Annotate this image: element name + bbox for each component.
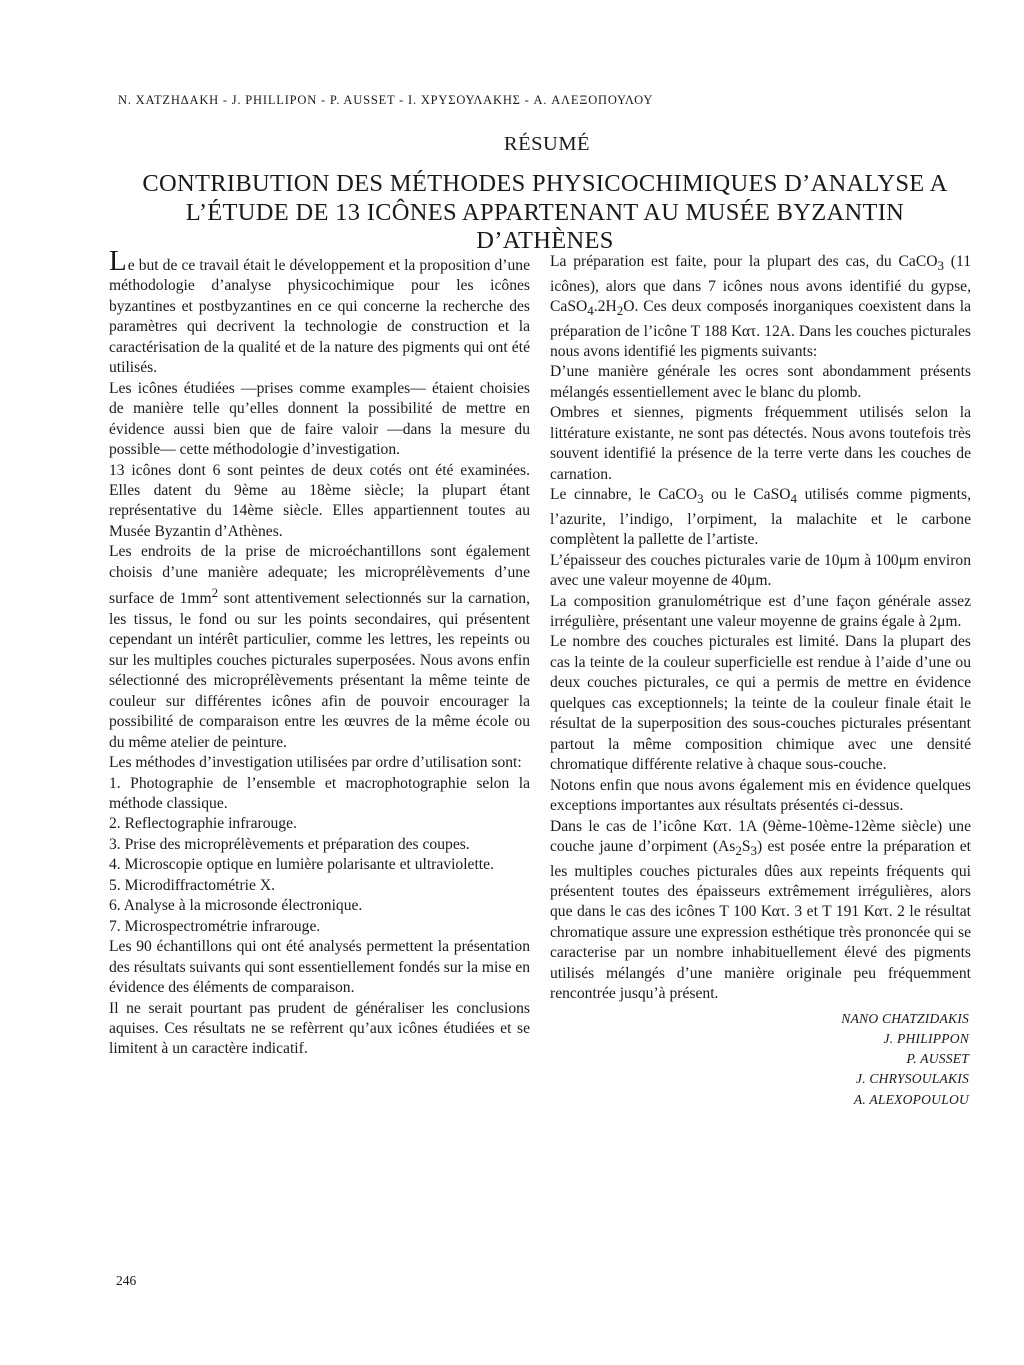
method-item: 2. Reflectographie infrarouge. [109,815,297,833]
author-name: P. AUSSET [906,1051,969,1067]
paragraph: 13 icônes dont 6 sont peintes de deux cotés ont été examinées. Elles datent du 9ème au 18ème siècle; la plupart étant représentative du 14ème siècle. Elles appartiennent toutes au Musée Byzantin d’Athènes. [109,461,530,540]
method-item: 7. Microspectrométrie infrarouge. [109,917,321,935]
paragraph: D’une manière générale les ocres sont abondamment présents mélangés essentiellement avec le blanc du plomb. [550,363,971,401]
paragraph: Il ne serait pourtant pas prudent de généraliser les conclusions aquises. Ces résultats ne se refèrrent qu’aux icônes étudiées et se limitent à un caractère indicatif. [109,999,530,1058]
author-name: A. ALEXOPOULOU [853,1091,969,1107]
method-item: 1. Photographie de l’ensemble et macrophotographie selon la méthode classique. [109,774,530,812]
paragraph: La préparation est faite, pour la plupart des cas, du CaCO$_3$ (11 icônes), alors que dans 7 icônes nous avons identifié du gypse, $CaSO_4.2H_2O$. Ces deux composés inorganiques coexistent dans la préparation de l’icône T 188 Κατ. 12A. Dans les couches picturales nous avons identifié les pigments suivants: [550,253,971,361]
title-line: L’ÉTUDE DE 13 ICÔNES APPARTENANT AU MUSÉE BYZANTIN [185,198,905,226]
section-label: RÉSUMÉ [503,133,591,155]
paragraph: Le nombre des couches picturales est limité. Dans la plupart des cas la teinte de la couleur superficielle est rendue à l’aide d’une ou deux couches picturales, ce qui a permis de mettre en évidence quelques cas exceptionnels; la teinte de la couleur finale était le résultat de la superposition des sous-couches picturales présentant partout la même composition chimique avec une densité chromatique différente relative à chaque sous-couche. [550,633,971,774]
paragraph: Le cinnabre, le CaCO$_3$ ou le CaSO$_4$ utilisés comme pigments, l’azurite, l’indigo, l’orpiment, la malachite et le carbone complètent la pallette de l’artiste. [550,486,971,549]
paragraph: L’épaisseur des couches picturales varie de 10μm à 100μm environ avec une valeur moyenne de 40μm. [550,551,971,590]
paragraph-text: Les endroits de la prise de microéchantillons sont également choisis d’une manière adequate; les microprélèvements d’une surface de 1mm [109,543,530,608]
title-line: D’ATHÈNES [476,227,614,254]
author-name: J. CHRYSOULAKIS [855,1071,969,1087]
left-column [109,245,530,1060]
method-item: 3. Prise des microprélèvements et préparation des coupes. [109,835,470,853]
author-name: J. PHILIPPON [883,1030,969,1046]
paragraph: Les icônes étudiées —prises comme examples— étaient choisies de manière telle qu’elles donnent la possibilité de mettre en évidence aussi bien que de faire valoir —dans la mesure du possible— cette méthodologie d’investigation. [109,379,530,459]
author-name: NANO CHATZIDAKIS [841,1010,969,1026]
drop-cap: L [109,245,127,277]
paragraph [109,245,530,379]
paragraph: La composition granulométrique est d’une façon générale assez irrégulière, présentant une valeur moyenne de grains égale à 2μm. [550,592,971,631]
method-item: 6. Analyse à la microsonde électronique. [109,897,363,915]
paragraph [109,542,530,753]
paragraph-text: sont attentivement selectionnés sur la carnation, les tissus, le fond ou sur les points secondaires, qui présentent cependant un intérêt particulier, comme les lettres, les repeints ou sur les multiples couches picturales superposées. Nous avons enfin sélectionné des microprélèvements présentant la même teinte de couleur sur différentes icônes afin de pouvoir encourager la possibilité de comparaison entre les œuvres de la même école ou du même atelier de peinture. [109,590,530,751]
method-item: 4. Microscopie optique en lumière polarisante et ultraviolette. [109,856,494,874]
running-head: N. ΧΑΤΖΗΔΑΚΗ - J. PHILLIPON - P. AUSSET - I. ΧΡΥΣΟΥΛΑΚΗΣ - A. ΑΛΕΞΟΠΟΥΛΟΥ [118,93,654,107]
paragraph: Les méthodes d’investigation utilisées par ordre d’utilisation sont: [109,754,522,772]
author-signatures [550,1009,971,1110]
page-number: 246 [116,1273,137,1288]
title-line: CONTRIBUTION DES MÉTHODES PHYSICOCHIMIQUES D’ANALYSE A [142,170,948,197]
paragraph: Dans le cas de l’icône Κατ. 1A (9ème-10ème-12ème siècle) une couche jaune d’orpiment $(As_2S_3)$ est posée entre la préparation et les multiples couches picturales dûes aux repeints fréquents qui présentent toutes des épaisseurs extrêmement irrégulières, alors que dans le cas des icônes T 100 Κατ. 3 et T 191 Κατ. 2 le résultat chromatique assure une expression esthétique très prononcée qui se caracterise par un nombre inhabituellement élevé des pigments utilisés mélangés d’une manière originale peu fréquemment rencontrée jusqu’à présent. [550,817,971,1003]
method-item: 5. Microdiffractométrie X. [109,876,275,894]
paragraph: Les 90 échantillons qui ont été analysés permettent la présentation des résultats suivants qui sont essentiellement fondés sur la mise en évidence des éléments de comparaison. [109,938,530,997]
superscript: 2 [211,585,219,601]
article-title [100,170,990,256]
right-column [550,252,971,1110]
paragraph: Notons enfin que nous avons également mis en évidence quelques exceptions importantes aux résultats présentés ci-dessus. [550,776,971,815]
paragraph: Ombres et siennes, pigments fréquemment utilisés selon la littérature existante, ne sont pas détectés. Nous avons toutefois très souvent identifié la présence de la terre verte dans les couches de carnation. [550,404,971,483]
paragraph-text: e but de ce travail était le développement et la proposition d’une méthodologie d’analyse physicochimique pour les icônes byzantines et postbyzantines en ce qui concerne la recherche des paramètres qui decrivent la technologie de construction et la caractérisation de la qualité et de la nature des pigments qui ont été utilisés. [109,257,530,377]
